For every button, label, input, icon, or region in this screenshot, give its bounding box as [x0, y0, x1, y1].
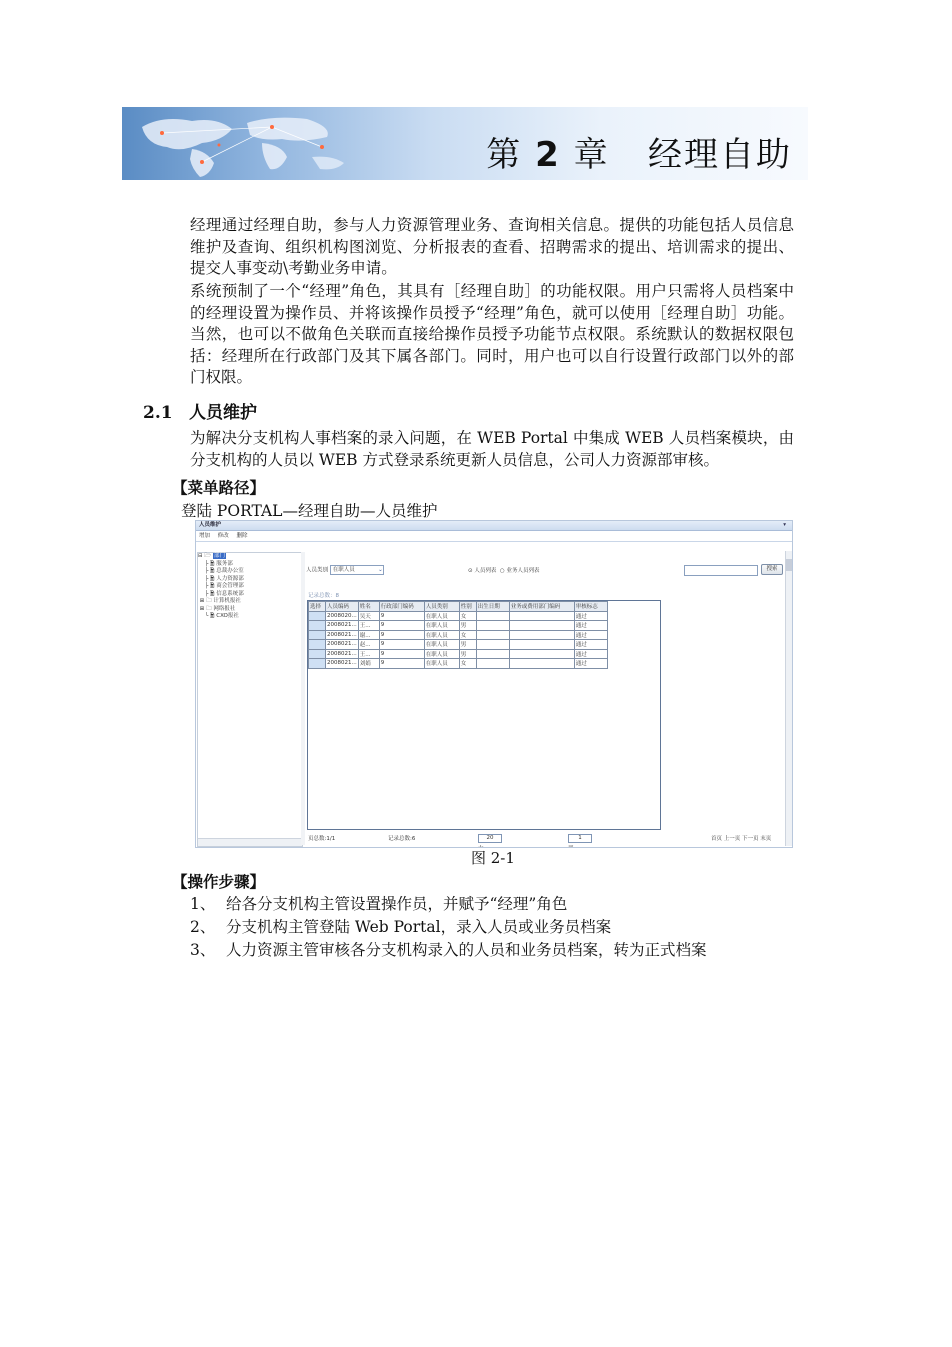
column-header[interactable]: 人员编码 [326, 602, 359, 612]
table-cell: 通过 [574, 621, 607, 631]
table-cell: 男 [459, 649, 476, 659]
category-filter [306, 565, 384, 575]
steps-heading: 【操作步骤】 [172, 872, 266, 891]
tree-node-label: 信息系统部 [216, 590, 244, 597]
table-cell: 2008021... [327, 622, 357, 629]
window-title: 人员维护 [199, 522, 222, 528]
table-cell: 女 [459, 611, 476, 621]
table-cell: 女 [459, 630, 476, 640]
tree-node-icon: ├ 🗎 [198, 590, 217, 597]
menu-path: 登陆 PORTAL—经理自助—人员维护 [181, 502, 438, 520]
column-header[interactable]: 审核标志 [574, 602, 607, 612]
table-cell: 在职人员 [424, 621, 459, 631]
table-row[interactable] [309, 621, 608, 631]
radio-person-list[interactable]: 人员列表 [474, 568, 497, 574]
scrollbar-thumb[interactable] [786, 559, 792, 571]
row-select-cell[interactable] [309, 659, 326, 669]
table-cell: 2008021... [327, 641, 357, 648]
tree-node-label: 商会管理部 [216, 583, 244, 589]
search-button[interactable]: 搜索 [761, 564, 783, 575]
person-table [308, 601, 608, 669]
add-button[interactable]: 增加 [199, 533, 211, 539]
table-cell [509, 649, 574, 659]
delete-button[interactable]: 删除 [236, 533, 248, 539]
step-item [190, 938, 707, 960]
tree-node-label: 计算机报社 [213, 598, 241, 604]
table-cell [476, 630, 509, 640]
step-index: 1、 [190, 895, 216, 913]
table-cell [509, 630, 574, 640]
chapter-banner [122, 107, 808, 180]
tree-node[interactable] [198, 591, 302, 599]
table-cell: 在职人员 [424, 659, 459, 669]
section-heading [143, 398, 257, 423]
page-total: 页总数:1/1 [308, 836, 336, 842]
table-cell: 9 [379, 630, 424, 640]
table-cell: 通过 [574, 659, 607, 669]
table-row[interactable] [309, 649, 608, 659]
column-header[interactable]: 人员类别 [424, 602, 459, 612]
table-row[interactable] [309, 611, 608, 621]
table-cell: 9 [379, 611, 424, 621]
list-type-radios [468, 566, 539, 574]
table-row[interactable] [309, 659, 608, 669]
tree-node-icon: ⊞ 🗀 [198, 598, 214, 604]
section-title: 人员维护 [189, 403, 257, 423]
step-item [190, 915, 611, 937]
goto-page-input[interactable]: 1 [568, 834, 592, 843]
section-paragraph: 为解决分支机构人事档案的录入问题，在 WEB Portal 中集成 WEB 人员档案模块，由分支机构的人员以 WEB 方式登录系统更新人员信息，公司人力资源部审核。 [190, 429, 794, 469]
table-cell: 9 [379, 621, 424, 631]
step-text: 分支机构主管登陆 Web Portal，录入人员或业务员档案 [226, 918, 612, 936]
table-row[interactable] [309, 630, 608, 640]
table-cell: 吴天 [358, 611, 379, 621]
tree-node[interactable] [198, 598, 302, 606]
table-cell: 赵... [358, 640, 379, 650]
page-size-input[interactable]: 20 [478, 834, 502, 843]
table-cell: 9 [379, 640, 424, 650]
table-cell: 2008021... [327, 650, 357, 657]
chapter-number: 2 [535, 135, 561, 175]
tree-node[interactable] [198, 568, 302, 576]
table-cell: 王... [358, 649, 379, 659]
tree-node-label: 人力资源部 [216, 575, 244, 582]
category-select-value: 在职人员 [332, 567, 355, 573]
table-cell [476, 611, 509, 621]
table-cell [476, 621, 509, 631]
table-row[interactable] [309, 640, 608, 650]
radio-selected-icon[interactable]: ⊙ [468, 568, 473, 574]
table-cell [509, 640, 574, 650]
row-select-cell[interactable] [309, 649, 326, 659]
tree-node-label: CXO报社 [216, 613, 239, 619]
step-text: 人力资源主管审核各分支机构录入的人员和业务员档案，转为正式档案 [226, 941, 707, 959]
table-cell: 2008021... [327, 631, 357, 638]
figure-caption: 图 2-1 [471, 849, 515, 867]
person-grid [307, 600, 661, 830]
category-select[interactable] [330, 565, 384, 575]
step-index: 3、 [190, 941, 216, 959]
tree-node[interactable] [198, 553, 302, 561]
table-cell: 在职人员 [424, 649, 459, 659]
category-label: 人员类别 [306, 567, 329, 574]
step-item [190, 892, 567, 914]
tree-node-icon: ├ 🗎 [198, 583, 217, 589]
main-vertical-scrollbar[interactable] [785, 551, 792, 846]
record-total: 记录总数:6 [388, 836, 416, 842]
figure-screenshot [195, 520, 793, 848]
tree-node-label: 总裁办公室 [216, 568, 244, 574]
table-cell: 2008020... [327, 612, 357, 619]
department-tree [197, 552, 303, 847]
pager [306, 834, 791, 844]
table-cell: 通过 [574, 640, 607, 650]
tree-node[interactable] [198, 606, 302, 614]
toolbar [196, 531, 792, 542]
table-cell: 男 [459, 640, 476, 650]
table-cell [476, 640, 509, 650]
table-cell: 谢... [358, 630, 379, 640]
world-map-graphic [122, 107, 452, 180]
table-cell [509, 659, 574, 669]
tree-node-label: 网络报社 [213, 605, 236, 612]
table-cell: 在职人员 [424, 611, 459, 621]
row-select-cell[interactable] [309, 621, 326, 631]
table-cell: 在职人员 [424, 640, 459, 650]
table-cell [509, 621, 574, 631]
chapter-name: 经理自助 [648, 135, 792, 175]
tree-node-icon: ├ 🗎 [198, 568, 217, 574]
row-select-cell[interactable] [309, 640, 326, 650]
column-header[interactable]: 选择 [309, 602, 326, 612]
tree-node[interactable] [198, 583, 302, 591]
table-cell: 9 [379, 649, 424, 659]
edit-button[interactable]: 修改 [217, 533, 229, 539]
radio-unselected-icon[interactable]: ○ [499, 568, 505, 574]
record-count: 记录总数：8 [308, 593, 339, 599]
search-input[interactable] [684, 565, 758, 576]
tree-node-icon: ⊞ 🗀 [198, 605, 214, 612]
table-cell [476, 649, 509, 659]
tree-node-icon: └ 🗎 [198, 613, 217, 619]
menu-path-heading: 【菜单路径】 [172, 478, 266, 497]
column-header[interactable]: 性别 [459, 602, 476, 612]
tree-node-label: 部门 [213, 553, 225, 559]
chapter-prefix: 第 [486, 135, 523, 175]
step-index: 2、 [190, 918, 216, 936]
radio-salesperson-list[interactable]: 业务人员列表 [506, 568, 540, 574]
chapter-title [486, 127, 792, 176]
row-select-cell[interactable] [309, 630, 326, 640]
column-header[interactable]: 行政部门编码 [379, 602, 424, 612]
table-cell: 刘娟 [358, 659, 379, 669]
table-cell: 通过 [574, 649, 607, 659]
table-cell [509, 611, 574, 621]
step-text: 给各分支机构主管设置操作员，并赋予“经理”角色 [226, 895, 568, 913]
table-cell [476, 659, 509, 669]
tree-node-label: 服务部 [216, 560, 233, 567]
column-header[interactable]: 姓名 [358, 602, 379, 612]
chevron-down-icon: ⌄ [378, 567, 383, 573]
folder-open-icon: ⊟ 🗁 [198, 553, 213, 559]
tree-vertical-scrollbar[interactable] [301, 552, 305, 845]
table-cell: 王... [358, 621, 379, 631]
column-header[interactable]: 业务或费用部门编码 [509, 602, 574, 612]
table-cell: 9 [379, 659, 424, 669]
tree-node-icon: ├ 🗎 [198, 560, 217, 567]
row-select-cell[interactable] [309, 611, 326, 621]
section-number: 2.1 [143, 403, 173, 423]
table-cell: 女 [459, 659, 476, 669]
tree-node[interactable] [198, 561, 302, 569]
tree-node[interactable] [198, 576, 302, 584]
intro-paragraph-1: 经理通过经理自助，参与人力资源管理业务、查询相关信息。提供的功能包括人员信息维护及查询、组织机构图浏览、分析报表的查看、招聘需求的提出、培训需求的提出、提交人事变动\考勤业务申请。 [190, 216, 794, 277]
table-cell: 2008021... [327, 660, 357, 667]
chapter-suffix: 章 [573, 135, 610, 175]
table-cell: 男 [459, 621, 476, 631]
intro-paragraph-2: 系统预制了一个“经理”角色，其具有［经理自助］的功能权限。用户只需将人员档案中的经理设置为操作员、并将该操作员授予“经理”角色，就可以使用［经理自助］功能。当然，也可以不做角色关联而直接给操作员授予功能节点权限。系统默认的数据权限包括：经理所在行政部门及其下属各部门。同时，用户也可以自行设置行政部门以外的部门权限。 [190, 282, 794, 386]
tree-node-icon: ├ 🗎 [198, 575, 217, 582]
table-cell: 通过 [574, 630, 607, 640]
tree-horizontal-scrollbar[interactable] [198, 838, 302, 846]
collapse-arrow-icon[interactable]: ▾ [783, 522, 786, 528]
tree-node[interactable] [198, 613, 302, 621]
page-navigation[interactable]: 首页 上一页 下一页 末页 [711, 836, 772, 842]
column-header[interactable]: 出生日期 [476, 602, 509, 612]
table-cell: 通过 [574, 611, 607, 621]
window-title-bar [196, 521, 792, 531]
table-cell: 在职人员 [424, 630, 459, 640]
